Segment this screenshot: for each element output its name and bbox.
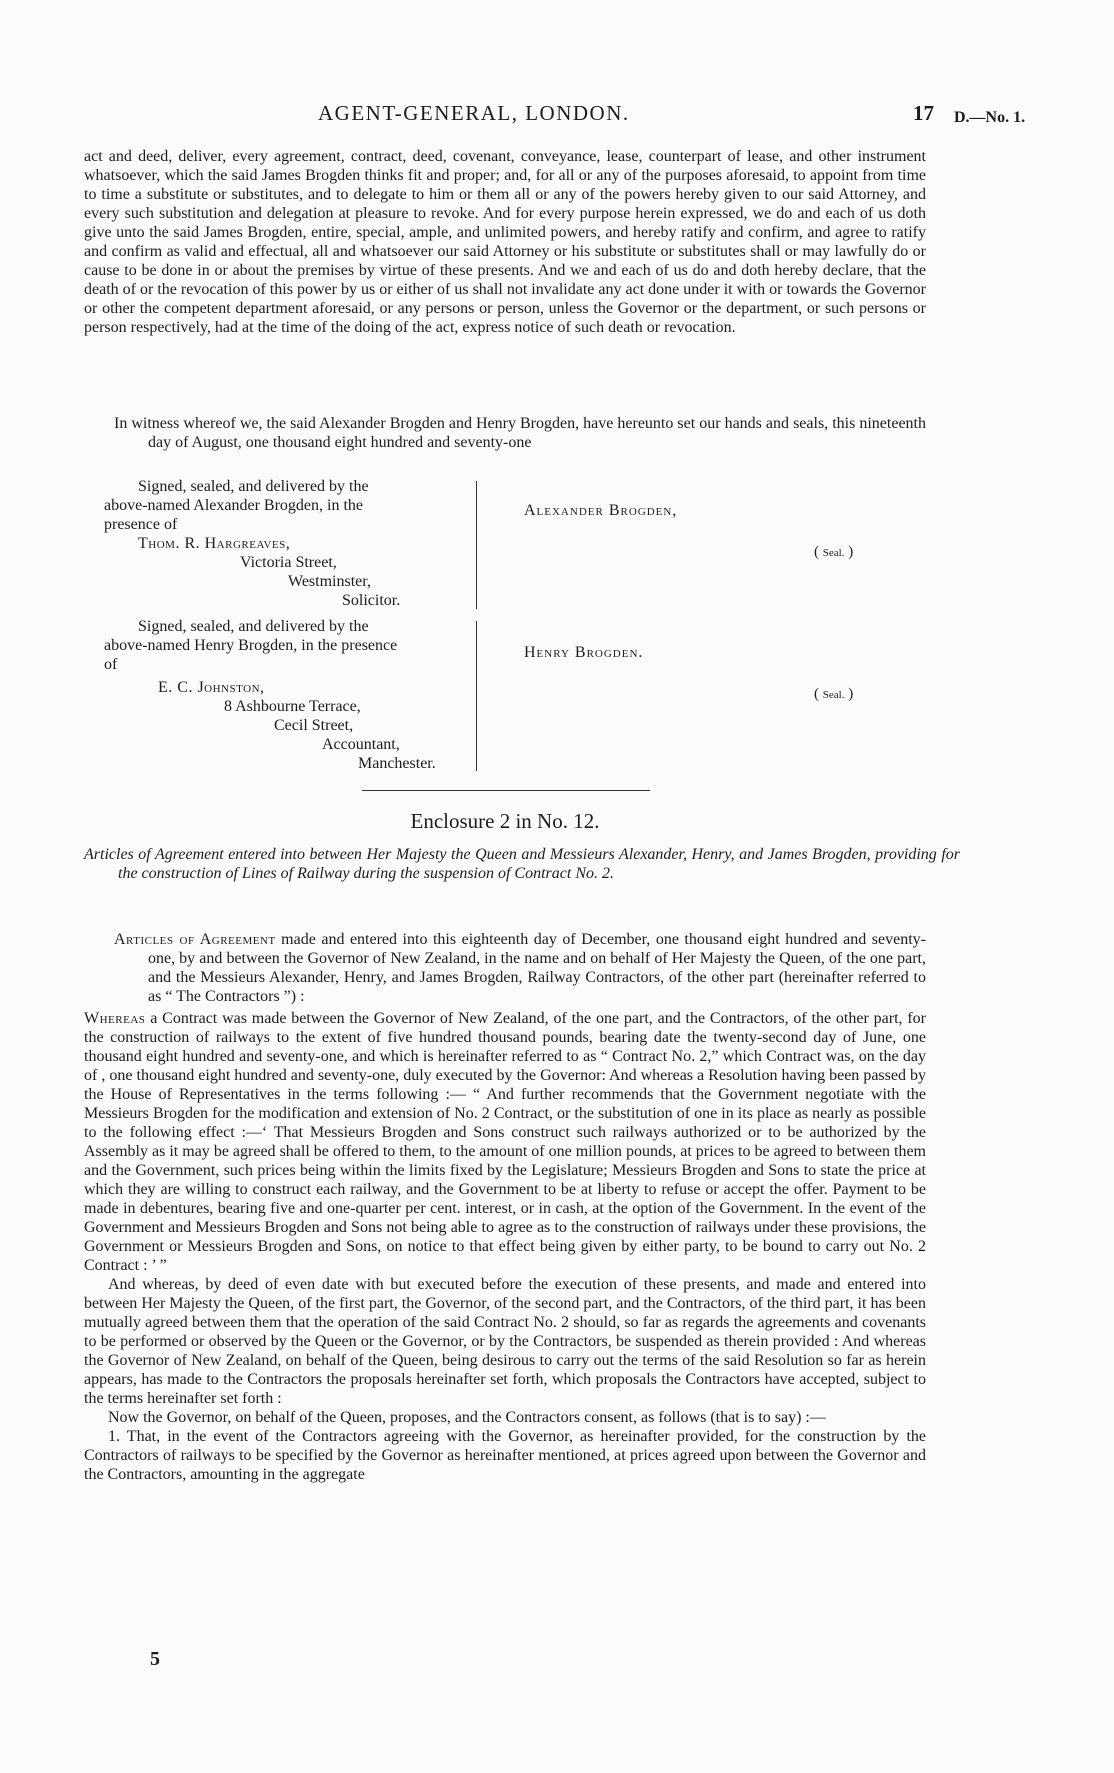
witness-address: Cecil Street, bbox=[274, 717, 354, 734]
signature-block-alexander bbox=[84, 477, 926, 611]
page-number: 17 bbox=[913, 101, 934, 125]
articles-paragraph bbox=[84, 930, 926, 1006]
document-reference: D.—No. 1. bbox=[954, 109, 1026, 126]
attestation-line: presence of bbox=[104, 516, 178, 533]
articles-lead: Articles of Agreement bbox=[114, 931, 276, 948]
whereas-lead: Whereas bbox=[84, 1010, 146, 1027]
witness-address: Victoria Street, bbox=[240, 554, 337, 571]
attestation-line: above-named Alexander Brogden, in the bbox=[104, 497, 364, 514]
enclosure-subtitle: Articles of Agreement entered into between Her Majesty the Queen and Messieurs Alexander, Henry, and James Brogden, providing for the construction of Lines of Railway during the suspension of Contract No. 2. bbox=[84, 846, 960, 882]
seal-label: Seal. bbox=[822, 689, 845, 701]
attestation-line: Signed, sealed, and delivered by the bbox=[138, 478, 369, 495]
attestation-line: of bbox=[104, 656, 118, 673]
witness-occupation: Accountant, bbox=[322, 736, 400, 753]
and-whereas-paragraph: And whereas, by deed of even date with but executed before the execution of these presents, and made and entered into between Her Majesty the Queen, of the first part, the Governor, of the second part, and the Contractors, of the third part, it has been mutually agreed between them that the operation of the said Contract No. 2 should, so far as regards the agreements and covenants to be performed or observed by the Queen or the Governor, or by the Contractors, be suspended as therein provided : And whereas the Governor of New Zealand, on behalf of the Queen, being desirous to carry out the terms of the said Resolution so far as herein appears, has made to the Contractors the proposals hereinafter set forth, which proposals the Contractors have accepted, subject to the terms hereinafter set forth : bbox=[84, 1276, 926, 1407]
in-witness-clause: In witness whereof we, the said Alexander Brogden and Henry Brogden, have hereunto set our hands and seals, this nineteenth day of August, one thousand eight hundred and seventy-one bbox=[114, 415, 926, 451]
whereas-paragraph bbox=[84, 1009, 926, 1275]
signature-block-henry bbox=[84, 617, 926, 773]
witness-occupation: Solicitor. bbox=[342, 592, 401, 609]
attestation-line: Signed, sealed, and delivered by the bbox=[138, 618, 369, 635]
running-title: AGENT-GENERAL, LONDON. bbox=[318, 101, 630, 125]
attestation bbox=[104, 617, 449, 773]
agreement-body bbox=[84, 930, 926, 1484]
witness-address: Westminster, bbox=[288, 573, 371, 590]
witness-name: Thom. R. Hargreaves, bbox=[138, 535, 291, 552]
section-divider bbox=[362, 790, 650, 791]
signatory-name: Alexander Brogden, bbox=[524, 502, 678, 519]
signatory-name: Henry Brogden. bbox=[524, 644, 644, 661]
clause-1: 1. That, in the event of the Contractors agreeing with the Governor, as hereinafter provided, for the construction by the Contractors of railways to be specified by the Governor as hereinafter mentioned, at prices agreed upon between the Governor and the Contractors, amounting in the aggregate bbox=[84, 1428, 926, 1483]
paragraph: act and deed, deliver, every agreement, contract, deed, covenant, conveyance, lease, counterpart of lease, and other instrument whatsoever, which the said James Brogden thinks fit and proper; and, for all or any of the purposes aforesaid, to appoint from time to time a substitute or substitutes, and to delegate to him or them all or any of the powers hereby given to our said Attorney, and every such substitution and delegation at pleasure to revoke. And for every purpose herein expressed, we do and each of us doth give unto the said James Brogden, entire, special, ample, and unlimited powers, and hereby ratify and confirm, and agree to ratify and confirm as valid and effectual, all and whatsoever our said Attorney or his substitute or substitutes shall or may lawfully do or cause to be done in or about the premises by virtue of these presents. And we and each of us do and doth hereby declare, that the death of or the revocation of this power by us or either of us shall not invalidate any act done under it with or towards the Governor or other the competent department aforesaid, or any persons or person, unless the Governor or the department, or such persons or person respectively, had at the time of the doing of the act, express notice of such death or revocation. bbox=[84, 148, 926, 336]
brace bbox=[454, 481, 477, 609]
attestation bbox=[104, 477, 449, 610]
brace bbox=[454, 621, 477, 771]
witness-address: 8 Ashbourne Terrace, bbox=[224, 698, 361, 715]
witness-name: E. C. Johnston, bbox=[158, 679, 265, 696]
sheet-signature: 5 bbox=[150, 1648, 160, 1670]
now-paragraph: Now the Governor, on behalf of the Queen, proposes, and the Contractors consent, as follows (that is to say) :— bbox=[108, 1409, 826, 1426]
seal-label: Seal. bbox=[822, 547, 845, 559]
whereas-text: a Contract was made between the Governor of New Zealand, of the one part, and the Contractors, of the other part, for the construction of railways to the extent of five hundred thousand pounds, bearing date the twenty-second day of June, one thousand eight hundred and seventy-one, and which is hereinafter referred to as “ Contract No. 2,” which Contract was, on the day of , one thousand eight hundred and seventy-one, duly executed by the Governor: And whereas a Resolution having been passed by the House of Representatives in the terms following :— “ And further recommends that the Government negotiate with the Messieurs Brogden for the modification and extension of No. 2 Contract, or the substitution of one in its place as nearly as possible to the following effect :—‘ That Messieurs Brogden and Sons construct such railways authorized or to be authorized by the Assembly as it may be agreed shall be offered to them, to the amount of one million pounds, at prices to be agreed to between them and the Government, such prices being within the limits fixed by the Legislature; Messieurs Brogden and Sons to state the price at which they are willing to construct each railway, and the Government to be at liberty to refuse or accept the offer. Payment to be made in debentures, bearing five and one-quarter per cent. interest, or in cash, at the option of the Government. In the event of the Government and Messieurs Brogden and Sons not being able to agree as to the construction of railways under these provisions, the Government or Messieurs Brogden and Sons, on notice to that effect being given by either party, to be bound to carry out No. 2 Contract : ’ ” bbox=[84, 1010, 926, 1274]
page-header bbox=[84, 101, 1114, 132]
attestation-line: above-named Henry Brogden, in the presence bbox=[104, 637, 398, 654]
seal-mark: ( Seal. ) bbox=[814, 544, 854, 560]
seal-mark: ( Seal. ) bbox=[814, 686, 854, 702]
enclosure-title: Enclosure 2 in No. 12. bbox=[410, 809, 600, 833]
witness-address: Manchester. bbox=[358, 755, 436, 772]
articles-text: made and entered into this eighteenth day of December, one thousand eight hundred and seventy-one, by and between the Governor of New Zealand, in the name and on behalf of Her Majesty the Queen, of the one part, and the Messieurs Alexander, Henry, and James Brogden, Railway Contractors, of the other part (hereinafter referred to as “ The Contractors ”) : bbox=[148, 931, 926, 1005]
power-of-attorney-text bbox=[84, 147, 926, 337]
